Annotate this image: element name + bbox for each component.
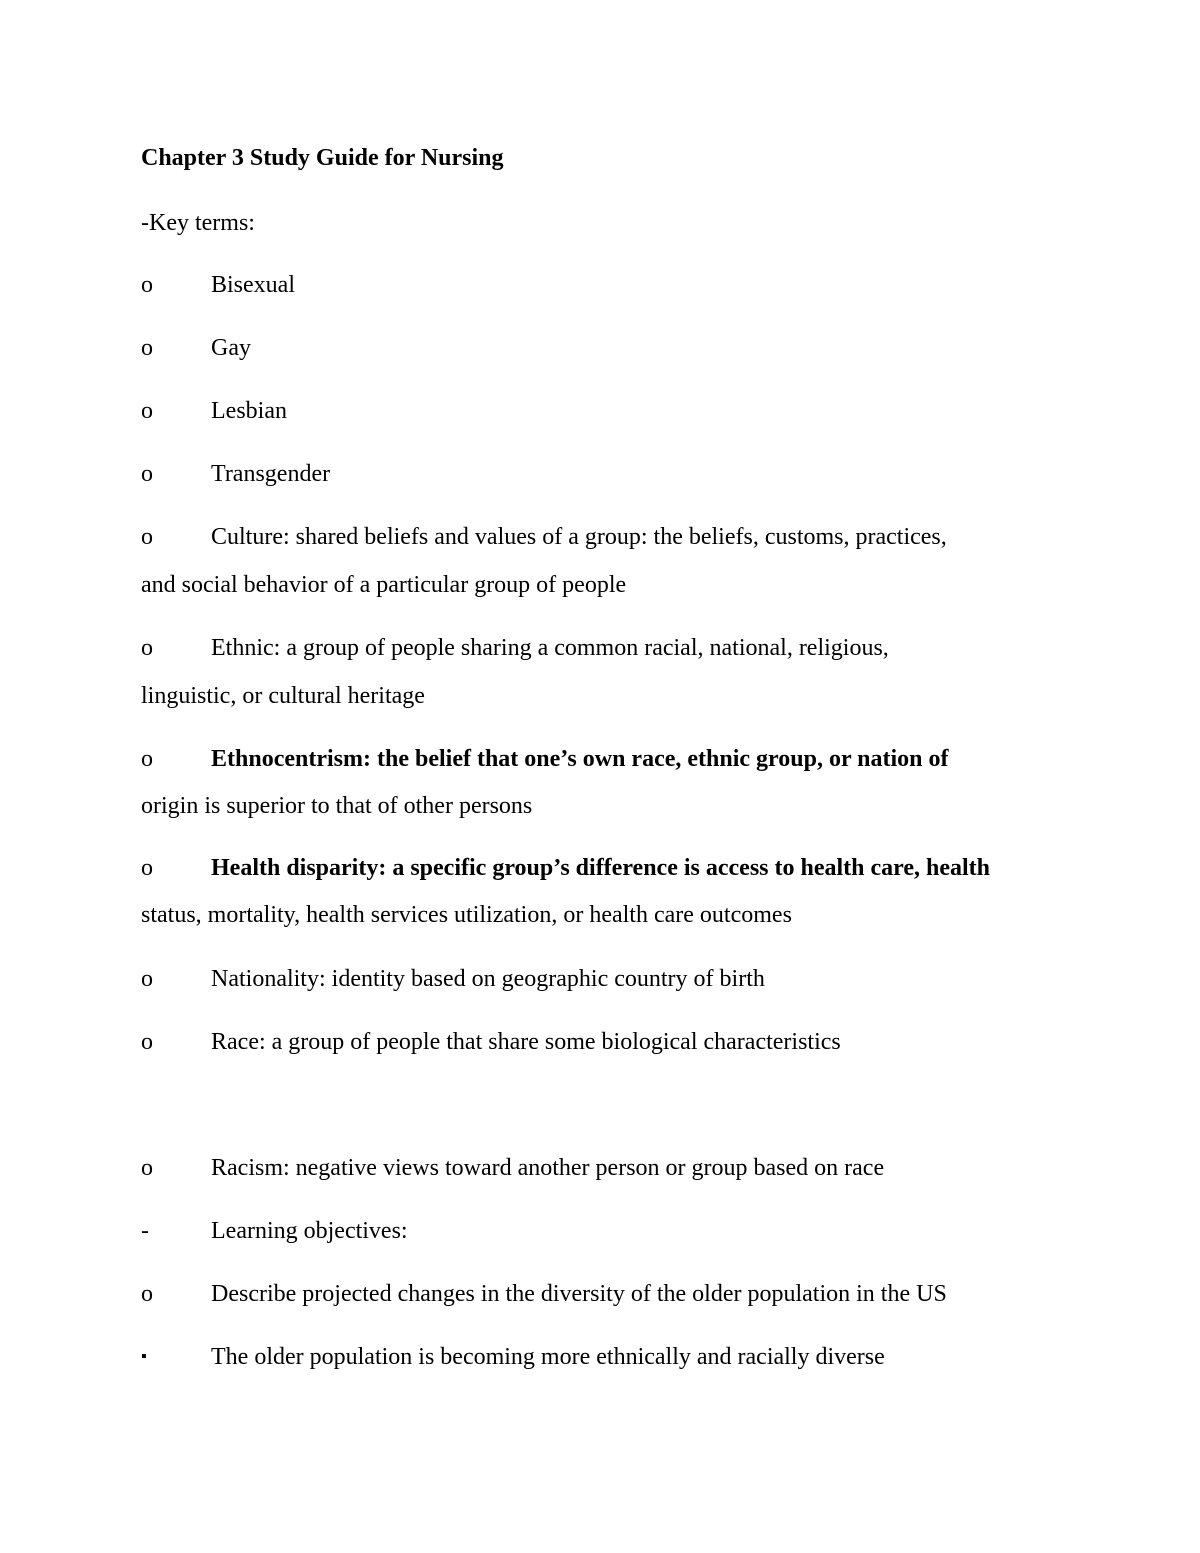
list-marker: o <box>141 461 153 487</box>
list-marker: o <box>141 398 153 424</box>
term-definition: the belief that one’s own race, ethnic group, or nation of <box>370 746 949 772</box>
key-terms-heading: -Key terms: <box>141 210 255 236</box>
list-item-text: Race: a group of people that share some biological characteristics <box>211 1029 841 1055</box>
list-item-text <box>211 853 990 883</box>
list-item-text: Transgender <box>211 461 331 487</box>
list-marker: o <box>141 746 153 772</box>
list-item-text: Nationality: identity based on geographic country of birth <box>211 966 765 992</box>
list-marker: o <box>141 635 153 661</box>
term-label: Health disparity: <box>211 855 387 881</box>
list-item-continuation-text: linguistic, or cultural heritage <box>141 683 425 709</box>
list-marker: - <box>141 1218 149 1244</box>
list-item-continuation-text: status, mortality, health services utilization, or health care outcomes <box>141 902 792 928</box>
list-item-text: Lesbian <box>211 398 287 424</box>
list-item-text: Ethnic: a group of people sharing a common racial, national, religious, <box>211 635 889 661</box>
list-item-text: Culture: shared beliefs and values of a group: the beliefs, customs, practices, <box>211 524 947 550</box>
list-item-text <box>211 744 949 774</box>
learning-objectives-heading: Learning objectives: <box>211 1218 408 1244</box>
square-bullet-icon: ▪ <box>141 1348 147 1365</box>
list-marker: o <box>141 1281 153 1307</box>
list-item-text: The older population is becoming more ethnically and racially diverse <box>211 1344 885 1370</box>
list-marker: o <box>141 335 153 361</box>
list-item-text: Bisexual <box>211 272 295 298</box>
list-item-continuation-text: and social behavior of a particular group of people <box>141 572 627 598</box>
list-item-text: Describe projected changes in the diversity of the older population in the US <box>211 1281 947 1307</box>
list-item-continuation-text: origin is superior to that of other persons <box>141 793 533 819</box>
list-item-text: Gay <box>211 335 251 361</box>
term-label: Ethnocentrism: <box>211 746 371 772</box>
list-marker: o <box>141 855 153 881</box>
list-marker: o <box>141 966 153 992</box>
list-marker: o <box>141 272 153 298</box>
list-marker: o <box>141 1155 153 1181</box>
document-title: Chapter 3 Study Guide for Nursing <box>141 145 504 171</box>
list-marker: o <box>141 524 153 550</box>
list-item-text: Racism: negative views toward another person or group based on race <box>211 1155 885 1181</box>
list-marker: o <box>141 1029 153 1055</box>
term-definition: a specific group’s difference is access to health care, health <box>386 855 991 881</box>
